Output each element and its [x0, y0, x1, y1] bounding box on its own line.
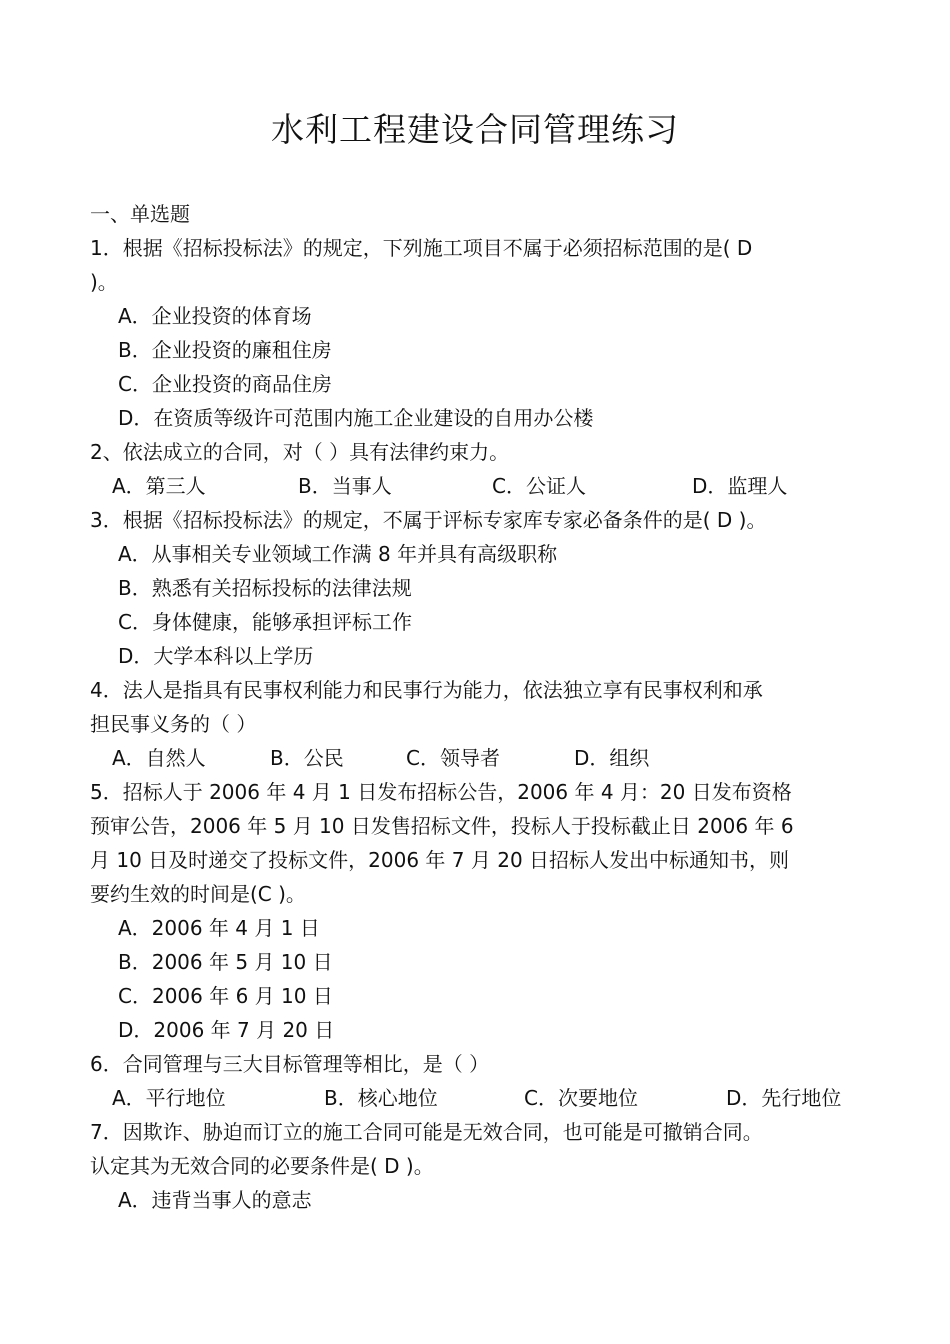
- question-3-option-a: A．从事相关专业领域工作满 8 年并具有高级职称: [118, 542, 558, 566]
- question-1-text: 1．根据《招标投标法》的规定，下列施工项目不属于必须招标范围的是( D: [90, 236, 753, 260]
- question-4-text: 4．法人是指具有民事权利能力和民事行为能力，依法独立享有民事权利和承: [90, 678, 763, 702]
- question-1-option-b: B．企业投资的廉租住房: [118, 338, 332, 362]
- question-5-text: 5．招标人于 2006 年 4 月 1 日发布招标公告，2006 年 4 月：20 日发布资格: [90, 780, 792, 804]
- question-4-option-c: C．领导者: [406, 746, 500, 770]
- section-heading: 一、单选题: [90, 202, 190, 226]
- question-2-options: [90, 469, 860, 503]
- question-2-option-c: C．公证人: [492, 474, 586, 498]
- question-5-option-a: A．2006 年 4 月 1 日: [118, 916, 320, 940]
- question-3-text: 3．根据《招标投标法》的规定，不属于评标专家库专家必备条件的是( D )。: [90, 508, 767, 532]
- question-6-option-a: A．平行地位: [112, 1086, 226, 1110]
- question-6-option-c: C．次要地位: [524, 1086, 638, 1110]
- question-3-option-b: B．熟悉有关招标投标的法律法规: [118, 576, 412, 600]
- document-title: 水利工程建设合同管理练习: [271, 110, 679, 149]
- question-7-text-cont: 认定其为无效合同的必要条件是( D )。: [90, 1154, 434, 1178]
- question-4-option-a: A．自然人: [112, 746, 206, 770]
- question-3-option-d: D．大学本科以上学历: [118, 644, 314, 668]
- question-6-text: 6．合同管理与三大目标管理等相比，是（ ）: [90, 1052, 490, 1076]
- question-6-options: [90, 1081, 860, 1115]
- question-6-option-b: B．核心地位: [324, 1086, 438, 1110]
- question-1-option-d: D．在资质等级许可范围内施工企业建设的自用办公楼: [118, 406, 594, 430]
- question-1-text-cont: )。: [90, 270, 118, 294]
- question-1-option-a: A．企业投资的体育场: [118, 304, 312, 328]
- question-4-options: [90, 741, 860, 775]
- question-4-text-cont: 担民事义务的（ ）: [90, 712, 257, 736]
- question-5-text-cont-1: 预审公告，2006 年 5 月 10 日发售招标文件，投标人于投标截止日 2006 年 6: [90, 814, 794, 838]
- question-7-option-a: A．违背当事人的意志: [118, 1188, 312, 1212]
- question-5-text-cont-3: 要约生效的时间是(C )。: [90, 882, 306, 906]
- question-7-text: 7．因欺诈、胁迫而订立的施工合同可能是无效合同，也可能是可撤销合同。: [90, 1120, 763, 1144]
- question-2-option-d: D．监理人: [692, 474, 788, 498]
- question-4-option-b: B．公民: [270, 746, 344, 770]
- question-5-option-b: B．2006 年 5 月 10 日: [118, 950, 333, 974]
- question-3-option-c: C．身体健康，能够承担评标工作: [118, 610, 412, 634]
- question-5-text-cont-2: 月 10 日及时递交了投标文件，2006 年 7 月 20 日招标人发出中标通知书，则: [90, 848, 790, 872]
- question-1-option-c: C．企业投资的商品住房: [118, 372, 332, 396]
- question-4-option-d: D．组织: [574, 746, 650, 770]
- question-2-option-a: A．第三人: [112, 474, 206, 498]
- question-2-text: 2、依法成立的合同，对（ ）具有法律约束力。: [90, 440, 510, 464]
- question-5-option-d: D．2006 年 7 月 20 日: [118, 1018, 335, 1042]
- document-body: [90, 197, 860, 1217]
- question-5-option-c: C．2006 年 6 月 10 日: [118, 984, 333, 1008]
- question-6-option-d: D．先行地位: [726, 1086, 842, 1110]
- question-2-option-b: B．当事人: [298, 474, 392, 498]
